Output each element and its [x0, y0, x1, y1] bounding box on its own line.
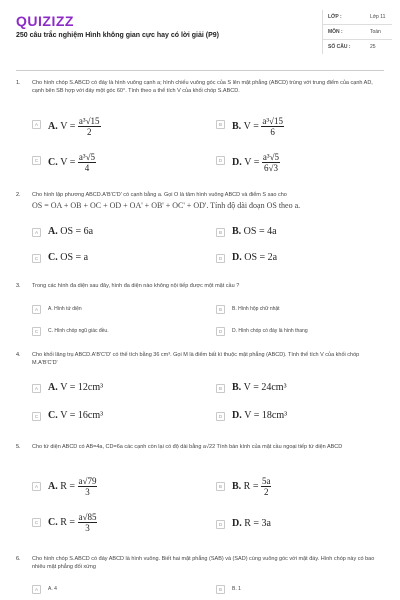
option-key-box[interactable]: A: [32, 228, 41, 237]
question-stem: Trong các hình đa diện sau đây, hình đa diện nào không nội tiếp được một mặt cầu ?: [32, 283, 240, 289]
question-stem: Cho hình chóp S.ABCD có đáy là hình vuông cạnh a; hình chiếu vuông góc của S lên mặt phẳng (ABCD) trùng với trung điểm của cạnh AD, cạnh bên SB hợp với đáy một góc 60°. Tính theo a thể tích V của khối chóp S.ABCD.: [32, 80, 373, 94]
question-2: 2. Cho hình lập phương ABCD.A'B'C'D' có cạnh bằng a. Gọi O là tâm hình vuông ABCD và điểm S sao cho OS = OA + OB + OC + OD + OA' + OB' + OC' + OD'. Tính độ dài đoạn OS theo a. A A. OS = 6a B B. OS = 4a C C. OS = a D D. OS = 2a: [16, 192, 388, 272]
option-key-box[interactable]: D: [216, 156, 225, 165]
option-key-box[interactable]: A: [32, 384, 41, 393]
question-4: 4. Cho khối lăng trụ ABCD.A'B'C'D' có thể tích bằng 36 cm³. Gọi M là điểm bất kì thuộc mặt phẳng (ABCD). Tính thể tích V của khối chóp M.A'B'C'D' A A. V = 12cm³ B B. V = 24cm³ C C. V = 16cm³ D D. V = 18cm³: [16, 352, 388, 432]
option-key-box[interactable]: C: [32, 518, 41, 527]
question-6: 6. Cho hình chóp S.ABCD có đáy ABCD là hình vuông. Biết hai mặt phẳng (SAB) và (SAD) cùng vuông góc với mặt đáy. Hình chóp này có bao nhiêu mặt phẳng đối xứng A A. 4 B B. 1: [16, 556, 388, 600]
option-key-box[interactable]: C: [32, 254, 41, 263]
option-key-box[interactable]: D: [216, 254, 225, 263]
question-stem: Cho khối lăng trụ ABCD.A'B'C'D' có thể tích bằng 36 cm³. Gọi M là điểm bất kì thuộc mặt phẳng (ABCD). Tính thể tích V của khối chóp M.A'B'C'D': [32, 352, 360, 366]
option-key-box[interactable]: A: [32, 482, 41, 491]
option-key-box[interactable]: B: [216, 384, 225, 393]
question-5: 5. Cho tứ diện ABCD có AB=4a, CD=6a các cạnh còn lại có độ dài bằng a√22 Tính bán kính của mặt cầu ngoại tiếp tứ diện ABCD A A. R = $\frac{a√79}{3}$ B B. R = $\frac{5a}{2}$ C C. R = $\frac{a√85}{3}$ D D. R = 3a: [16, 444, 388, 544]
header-divider: [16, 70, 384, 71]
option-key-box[interactable]: C: [32, 156, 41, 165]
question-3: 3. Trong các hình đa diện sau đây, hình đa diện nào không nội tiếp được một mặt cầu ? A A. Hình tứ diện B B. Hình hộp chữ nhật C C. Hình chóp ngũ giác đều. D D. Hình chóp có đáy là hình thang: [16, 283, 388, 343]
worksheet-header: QUIZIZZ 250 câu trắc nghiệm Hình không gian cực hay có lời giải (P9) LỚP : Lớp 11 MÔN : Toán SỐ CÂU : 25: [0, 0, 400, 70]
worksheet-title: 250 câu trắc nghiệm Hình không gian cực hay có lời giải (P9): [16, 32, 219, 39]
option-key-box[interactable]: B: [216, 305, 225, 314]
option-key-box[interactable]: C: [32, 412, 41, 421]
meta-divider: [322, 10, 323, 54]
option-key-box[interactable]: B: [216, 482, 225, 491]
option-key-box[interactable]: A: [32, 305, 41, 314]
vector-equation: OS = OA + OB + OC + OD + OA' + OB' + OC' + OD'. Tính độ dài đoạn OS theo a.: [32, 201, 301, 210]
quizizz-logo: QUIZIZZ: [16, 13, 74, 29]
option-key-box[interactable]: A: [32, 585, 41, 594]
option-key-box[interactable]: B: [216, 585, 225, 594]
option-key-box[interactable]: A: [32, 120, 41, 129]
option-key-box[interactable]: C: [32, 327, 41, 336]
option-key-box[interactable]: D: [216, 520, 225, 529]
question-stem: Cho hình chóp S.ABCD có đáy ABCD là hình vuông. Biết hai mặt phẳng (SAB) và (SAD) cùng vuông góc với mặt đáy. Hình chóp này có bao nhiêu mặt phẳng đối xứng: [32, 556, 375, 570]
question-1: 1. Cho hình chóp S.ABCD có đáy là hình vuông cạnh a; hình chiếu vuông góc của S lên mặt phẳng (ABCD) trùng với trung điểm của cạnh AD, cạnh bên SB hợp với đáy một góc 60°. Tính theo a thể tích V của khối chóp S.ABCD. A A. V = $\frac{\text{a³√15}}{2}$ B B. V = $\frac{\text{a³√15}}{6}$ C C. V = $\frac{\text{a³√5}}{4}$ D D. V = $\frac{\text{a³√5}}{6√3}$: [16, 80, 388, 180]
option-key-box[interactable]: B: [216, 120, 225, 129]
option-key-box[interactable]: D: [216, 327, 225, 336]
question-stem: Cho tứ diện ABCD có AB=4a, CD=6a các cạnh còn lại có độ dài bằng a√22 Tính bán kính của mặt cầu ngoại tiếp tứ diện ABCD: [32, 444, 343, 450]
option-key-box[interactable]: D: [216, 412, 225, 421]
option-key-box[interactable]: B: [216, 228, 225, 237]
question-stem: Cho hình lập phương ABCD.A'B'C'D' có cạnh bằng a. Gọi O là tâm hình vuông ABCD và điểm S sao cho: [32, 192, 287, 198]
